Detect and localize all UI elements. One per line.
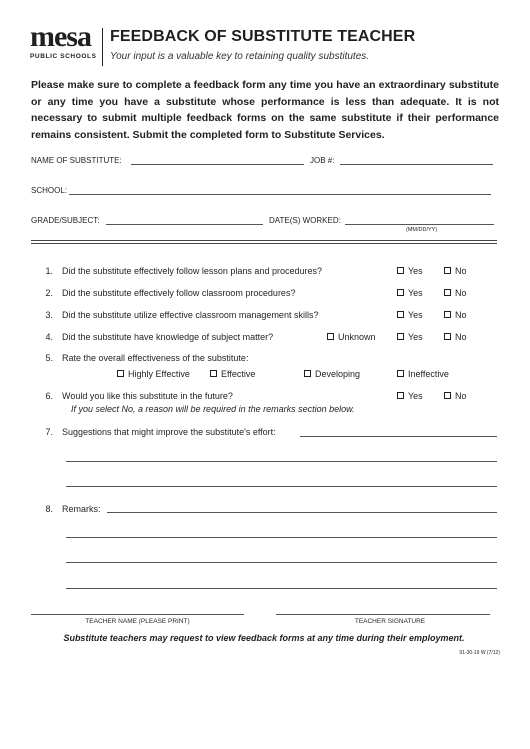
remarks-line[interactable] xyxy=(66,537,497,538)
question-number: 2. xyxy=(45,288,53,298)
checkbox[interactable] xyxy=(444,392,451,399)
q6-yes-option[interactable]: Yes xyxy=(397,391,423,401)
question-text: Remarks: xyxy=(62,504,101,514)
checkbox[interactable] xyxy=(397,392,404,399)
q2-no-option[interactable]: No xyxy=(444,288,467,298)
rating-developing-option[interactable]: Developing xyxy=(304,369,360,379)
q4-no-option[interactable]: No xyxy=(444,332,467,342)
footer-note: Substitute teachers may request to view feedback forms at any time during their employment. xyxy=(63,633,465,643)
header-divider xyxy=(102,28,103,66)
checkbox[interactable] xyxy=(117,370,124,377)
question-number: 1. xyxy=(45,266,53,276)
section-divider-top xyxy=(31,240,497,241)
logo: mesa xyxy=(30,20,91,53)
substitute-name-label: NAME OF SUBSTITUTE: xyxy=(31,156,122,165)
checkbox[interactable] xyxy=(397,333,404,340)
grade-subject-field[interactable] xyxy=(106,224,263,225)
checkbox[interactable] xyxy=(327,333,334,340)
q3-no-option[interactable]: No xyxy=(444,310,467,320)
dates-worked-field[interactable] xyxy=(345,224,494,225)
teacher-name-label: TEACHER NAME (PLEASE PRINT) xyxy=(85,618,190,625)
question-number: 3. xyxy=(45,310,53,320)
intro-paragraph: Please make sure to complete a feedback form any time you have an extraordinary substitute or any time you have a substitute whose performance is less than adequate. It is not necessary to submit multiple feedback forms on the same substitute if their performance remains consistent. Submit the completed form to Substitute Services. xyxy=(31,79,499,141)
form-number: 91-30-19 W (7/12) xyxy=(459,650,500,656)
substitute-name-field[interactable] xyxy=(131,164,304,165)
page-subtitle: Your input is a valuable key to retaining quality substitutes. xyxy=(110,51,370,62)
rating-highly-effective-option[interactable]: Highly Effective xyxy=(117,369,190,379)
question-number: 4. xyxy=(45,332,53,342)
question-text: Suggestions that might improve the substitute's effort: xyxy=(62,427,276,437)
page-title: FEEDBACK OF SUBSTITUTE TEACHER xyxy=(110,28,416,45)
q2-yes-option[interactable]: Yes xyxy=(397,288,423,298)
checkbox[interactable] xyxy=(210,370,217,377)
q6-no-option[interactable]: No xyxy=(444,391,467,401)
question-text: Did the substitute effectively follow lesson plans and procedures? xyxy=(62,266,322,276)
teacher-signature-line[interactable] xyxy=(276,614,490,615)
checkbox[interactable] xyxy=(397,267,404,274)
dates-worked-label: DATE(S) WORKED: xyxy=(269,216,341,225)
question-number: 8. xyxy=(45,504,53,514)
question-text: Did the substitute have knowledge of subject matter? xyxy=(62,332,274,342)
rating-ineffective-option[interactable]: Ineffective xyxy=(397,369,449,379)
teacher-signature-label: TEACHER SIGNATURE xyxy=(354,618,426,625)
checkbox[interactable] xyxy=(304,370,311,377)
remarks-line[interactable] xyxy=(66,588,497,589)
checkbox[interactable] xyxy=(397,311,404,318)
grade-subject-label: GRADE/SUBJECT: xyxy=(31,216,100,225)
suggestions-line[interactable] xyxy=(66,486,497,487)
q6-note: If you select No, a reason will be required in the remarks section below. xyxy=(71,404,355,414)
job-number-label: JOB #: xyxy=(310,156,335,165)
school-label: SCHOOL: xyxy=(31,186,68,195)
q1-yes-option[interactable]: Yes xyxy=(397,266,423,276)
question-number: 6. xyxy=(45,391,53,401)
remarks-line[interactable] xyxy=(107,512,497,513)
remarks-line[interactable] xyxy=(66,562,497,563)
suggestions-line[interactable] xyxy=(300,436,497,437)
section-divider-bottom xyxy=(31,243,497,244)
q4-yes-option[interactable]: Yes xyxy=(397,332,423,342)
checkbox[interactable] xyxy=(397,370,404,377)
rating-effective-option[interactable]: Effective xyxy=(210,369,255,379)
question-number: 7. xyxy=(45,427,53,437)
question-text: Did the substitute effectively follow classroom procedures? xyxy=(62,288,296,298)
question-text: Would you like this substitute in the future? xyxy=(62,391,233,401)
question-text: Rate the overall effectiveness of the substitute: xyxy=(62,353,249,363)
checkbox[interactable] xyxy=(397,289,404,296)
suggestions-line[interactable] xyxy=(66,461,497,462)
q1-no-option[interactable]: No xyxy=(444,266,467,276)
logo-subtext: PUBLIC SCHOOLS xyxy=(30,53,97,60)
job-number-field[interactable] xyxy=(340,164,493,165)
q4-unknown-option[interactable]: Unknown xyxy=(327,332,376,342)
school-field[interactable] xyxy=(69,194,491,195)
checkbox[interactable] xyxy=(444,333,451,340)
checkbox[interactable] xyxy=(444,311,451,318)
checkbox[interactable] xyxy=(444,289,451,296)
question-number: 5. xyxy=(45,353,53,363)
checkbox[interactable] xyxy=(444,267,451,274)
question-text: Did the substitute utilize effective classroom management skills? xyxy=(62,310,319,320)
date-format-hint: (MM/DD/YY) xyxy=(406,227,438,233)
q3-yes-option[interactable]: Yes xyxy=(397,310,423,320)
teacher-name-line[interactable] xyxy=(31,614,244,615)
